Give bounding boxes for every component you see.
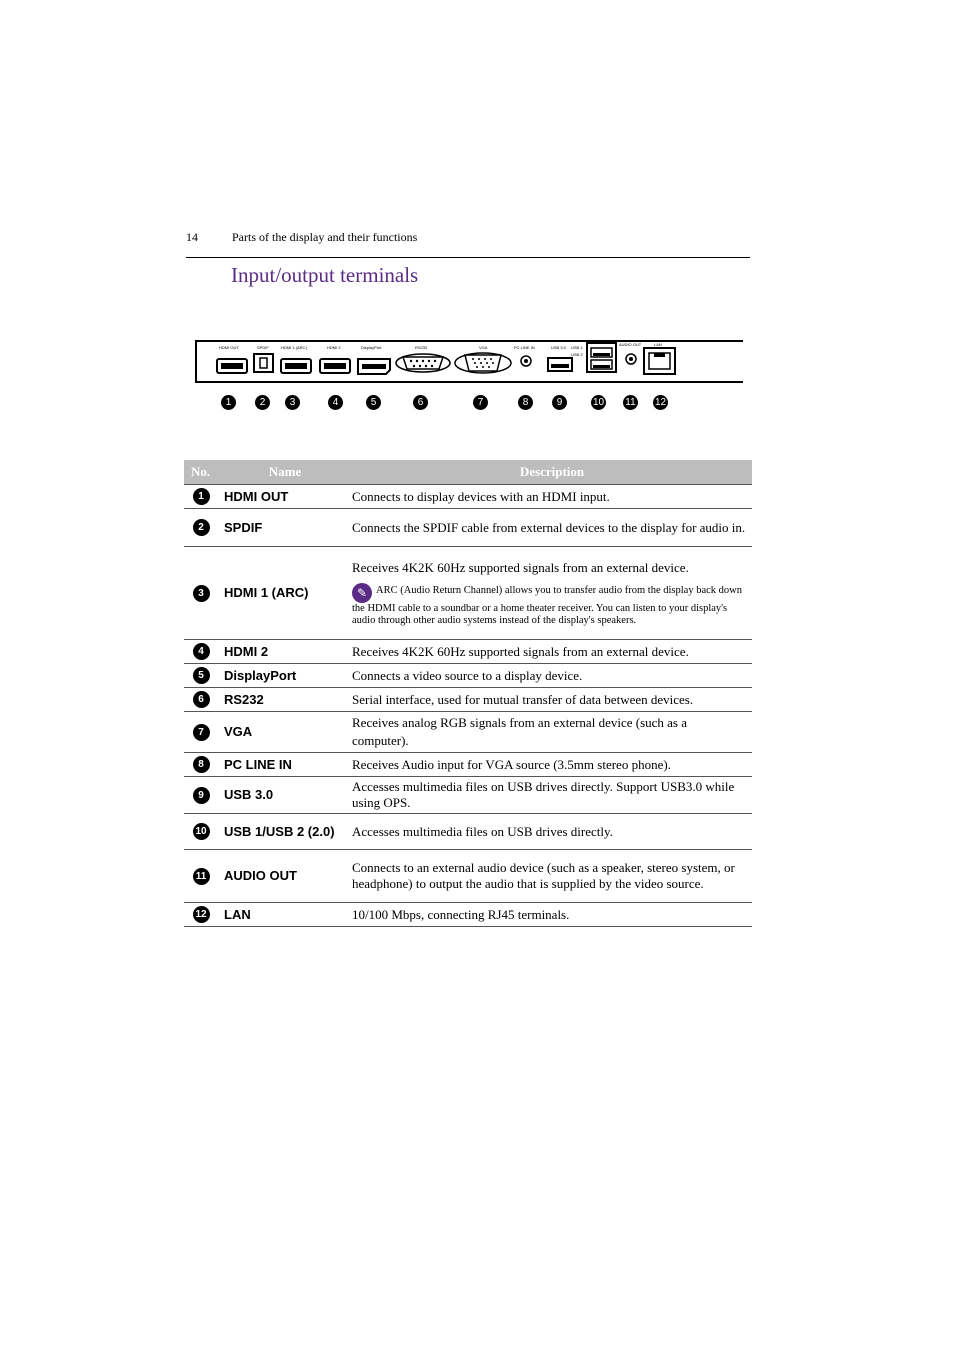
label-pc-line-in: PC LINE IN <box>514 345 535 350</box>
row-number-badge: 8 <box>193 756 210 773</box>
label-lan: LAN <box>654 342 662 347</box>
row-description: Receives 4K2K 60Hz supported signals from an external device. <box>352 560 689 575</box>
row-name: HDMI 1 (ARC) <box>218 547 352 640</box>
row-name: USB 3.0 <box>218 777 352 814</box>
running-head: Parts of the display and their functions <box>232 230 418 244</box>
table-row <box>184 547 752 640</box>
label-usb2: USB 2 <box>571 352 583 357</box>
pc-line-in-port-icon <box>521 356 531 366</box>
row-number-badge: 9 <box>193 787 210 804</box>
row-description: Connects to display devices with an HDMI input. <box>352 485 752 509</box>
terminals-table <box>184 460 752 927</box>
label-usb3: USB 3.0 <box>551 345 566 350</box>
callout-12: 12 <box>654 397 667 408</box>
callout-8: 8 <box>518 395 533 410</box>
col-header-no: No. <box>184 460 218 485</box>
row-name: PC LINE IN <box>218 753 352 777</box>
row-name: DisplayPort <box>218 664 352 688</box>
callout-2: 2 <box>255 395 270 410</box>
callout-1: 1 <box>221 395 236 410</box>
row-number-badge: 12 <box>193 906 210 923</box>
row-number-badge: 10 <box>193 823 210 840</box>
arc-note <box>352 583 746 627</box>
page-number: 14 <box>186 230 198 244</box>
row-description: 10/100 Mbps, connecting RJ45 terminals. <box>352 903 752 927</box>
row-description: Connects the SPDIF cable from external devices to the display for audio in. <box>352 509 752 547</box>
col-header-description: Description <box>352 460 752 485</box>
col-header-name: Name <box>218 460 352 485</box>
row-number-badge: 2 <box>193 519 210 536</box>
label-hdmi-out: HDMI OUT <box>219 345 239 350</box>
hdmi1-port-icon <box>281 359 311 373</box>
pencil-note-icon: ✎ <box>352 583 372 603</box>
hdmi-out-port-icon <box>217 359 247 373</box>
callout-10: 10 <box>592 397 605 408</box>
header-rule <box>186 257 750 258</box>
callout-9: 9 <box>552 395 567 410</box>
row-name: SPDIF <box>218 509 352 547</box>
label-vga: VGA <box>479 345 488 350</box>
row-description: Receives 4K2K 60Hz supported signals from an external device. <box>352 640 752 664</box>
label-hdmi1: HDMI 1 (ARC) <box>281 345 307 350</box>
table-row <box>184 753 752 777</box>
row-number-badge: 6 <box>193 691 210 708</box>
row-number-badge: 1 <box>193 488 210 505</box>
arc-note-text: ARC (Audio Return Channel) allows you to transfer audio from the display back down the HDMI cable to a soundbar or a home theater receiver. You can listen to your display's audio through other audio systems instead of the display's speakers. <box>352 585 742 626</box>
callout-7: 7 <box>473 395 488 410</box>
table-row <box>184 903 752 927</box>
table-row <box>184 640 752 664</box>
audio-out-port-icon <box>626 354 636 364</box>
displayport-port-icon <box>358 359 390 374</box>
row-description: Receives Audio input for VGA source (3.5mm stereo phone). <box>352 753 752 777</box>
row-description: Serial interface, used for mutual transfer of data between devices. <box>352 688 752 712</box>
label-spdif: SPDIF <box>257 345 269 350</box>
table-row <box>184 509 752 547</box>
hdmi2-port-icon <box>320 359 350 373</box>
table-row <box>184 777 752 814</box>
row-description: Receives analog RGB signals from an external device (such as a computer). <box>352 712 752 753</box>
lan-port-icon <box>644 348 675 374</box>
row-description: Accesses multimedia files on USB drives directly. <box>352 814 752 850</box>
row-name: USB 1/USB 2 (2.0) <box>218 814 352 850</box>
port-drawings <box>195 340 743 383</box>
row-number-badge: 4 <box>193 643 210 660</box>
table-row <box>184 814 752 850</box>
rs232-port-icon <box>396 354 450 372</box>
table-row <box>184 688 752 712</box>
row-name: LAN <box>218 903 352 927</box>
row-name: AUDIO OUT <box>218 850 352 903</box>
row-name: HDMI OUT <box>218 485 352 509</box>
spdif-port-icon <box>254 354 273 372</box>
callout-5: 5 <box>366 395 381 410</box>
table-row <box>184 850 752 903</box>
table-row <box>184 664 752 688</box>
row-name: HDMI 2 <box>218 640 352 664</box>
callout-4: 4 <box>328 395 343 410</box>
table-header-row <box>184 460 752 485</box>
label-audio-out: AUDIO OUT <box>619 342 642 347</box>
row-number-badge: 5 <box>193 667 210 684</box>
row-number-badge: 11 <box>193 868 210 885</box>
row-description: Connects to an external audio device (such as a speaker, stereo system, or headphone) to output the audio that is supplied by the video source. <box>352 850 752 903</box>
usb3-port-icon <box>548 358 572 371</box>
row-number-badge: 7 <box>193 724 210 741</box>
row-description: Connects a video source to a display device. <box>352 664 752 688</box>
callout-11: 11 <box>623 395 638 410</box>
callout-3: 3 <box>285 395 300 410</box>
row-description: Accesses multimedia files on USB drives directly. Support USB3.0 while using OPS. <box>352 777 752 814</box>
row-name: RS232 <box>218 688 352 712</box>
row-name: VGA <box>218 712 352 753</box>
rear-panel-diagram <box>195 340 743 383</box>
section-title: Input/output terminals <box>231 263 419 287</box>
vga-port-icon <box>455 353 511 373</box>
label-displayport: DisplayPort <box>361 345 382 350</box>
usb1-usb2-port-icon <box>587 343 616 372</box>
label-usb1: USB 1 <box>571 345 583 350</box>
label-rs232: RS232 <box>415 345 428 350</box>
row-number-badge: 3 <box>193 585 210 602</box>
label-hdmi2: HDMI 2 <box>327 345 341 350</box>
callout-6: 6 <box>413 395 428 410</box>
table-row <box>184 712 752 753</box>
callout-row <box>0 395 954 413</box>
table-row <box>184 485 752 509</box>
